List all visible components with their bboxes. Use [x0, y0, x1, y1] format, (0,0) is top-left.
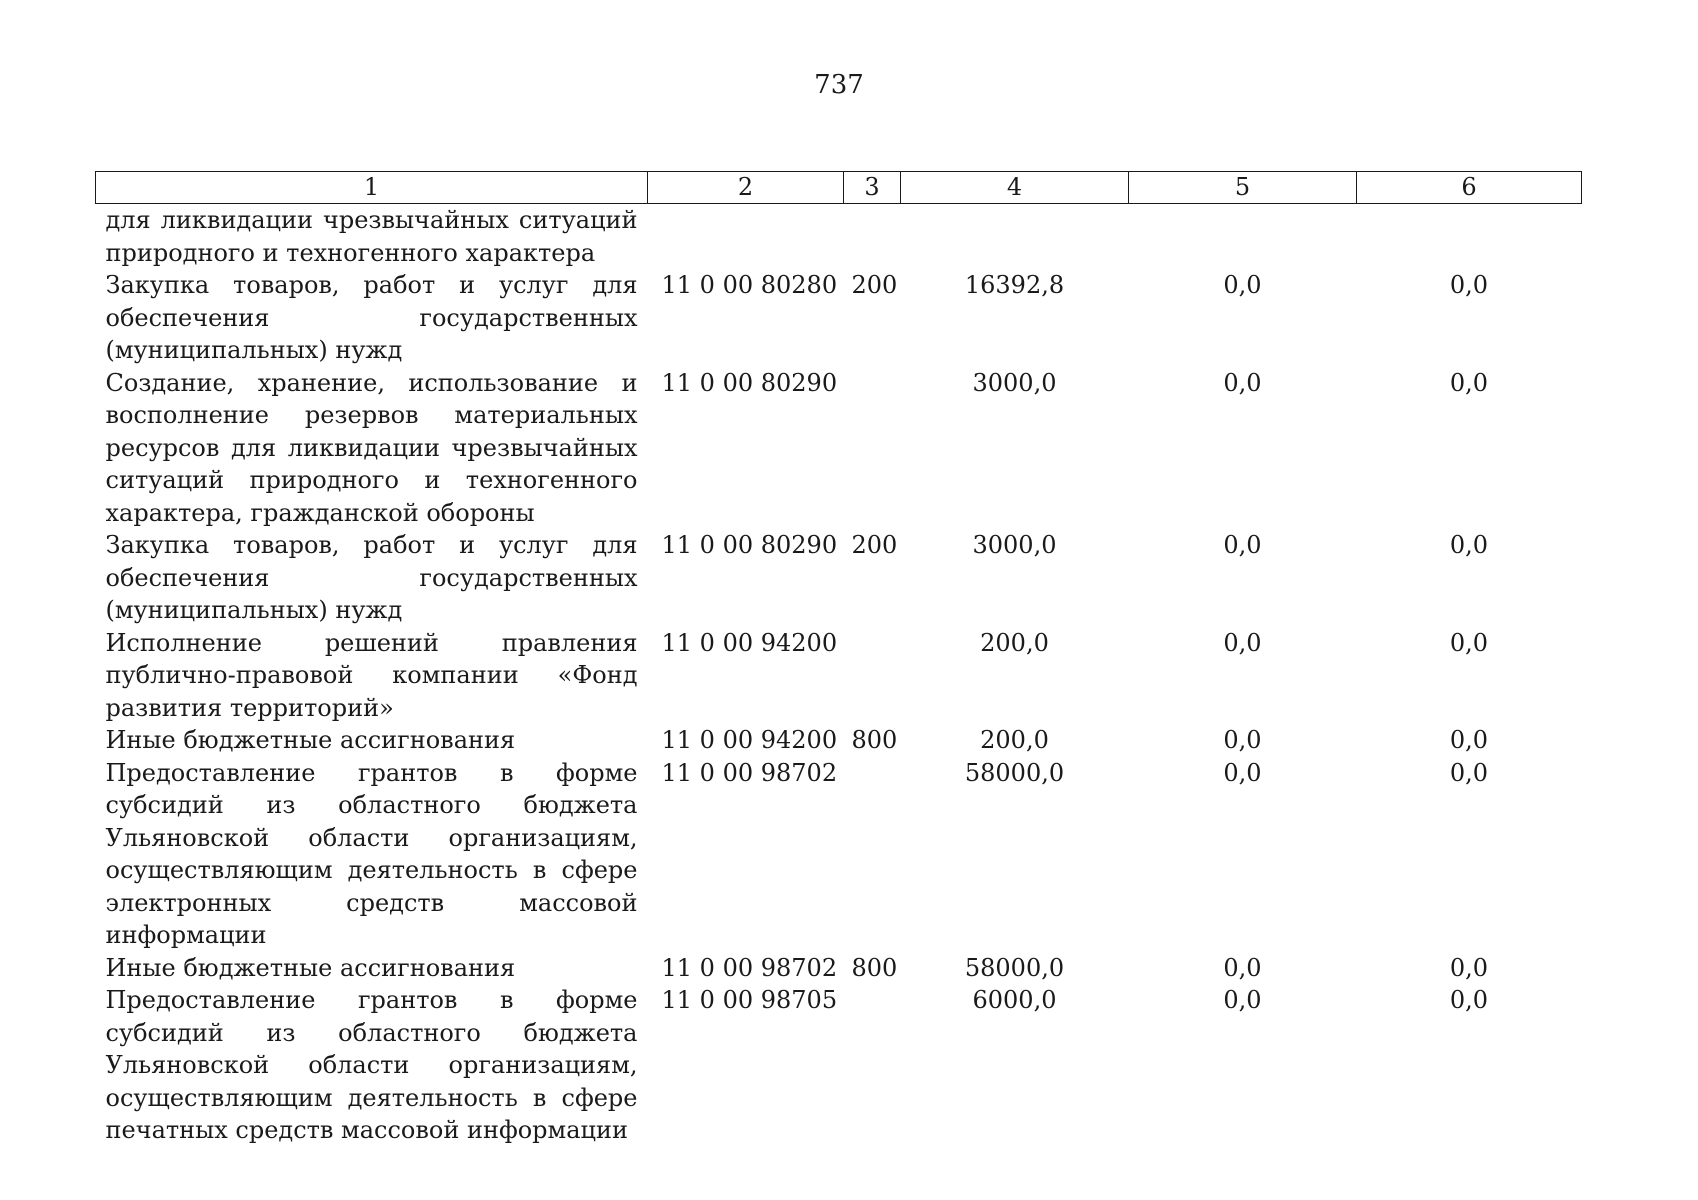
row-value-6: 0,0: [1449, 758, 1489, 787]
row-value-5: 0,0: [1223, 271, 1262, 299]
row-value-5: 0,0: [1223, 531, 1262, 559]
row-code: 11 0 00 98702: [661, 953, 838, 982]
row-value-6: 0,0: [1449, 986, 1489, 1014]
column-header-4: 4: [901, 172, 1129, 204]
row-value-6: 0,0: [1449, 531, 1489, 559]
table-row: [96, 952, 1582, 985]
table-row: [96, 367, 1582, 530]
row-expense-type: [844, 204, 901, 270]
row-name: Закупка товаров, работ и услуг для обеспечения государственных (муниципальных) нужд: [105, 271, 638, 364]
row-expense-type: 800: [851, 953, 898, 982]
row-code: 11 0 00 94200: [661, 628, 838, 657]
row-value-4: 16392,8: [964, 271, 1065, 299]
row-value-4: 58000,0: [964, 953, 1065, 982]
table-row: [96, 724, 1582, 757]
row-code: 11 0 00 98702: [661, 758, 838, 787]
row-name: Создание, хранение, использование и восполнение резервов материальных ресурсов для ликвидации чрезвычайных ситуаций природного и техногенного характера, гражданской обороны: [105, 368, 638, 527]
table-row: [96, 269, 1582, 367]
table-header: [96, 172, 1582, 204]
table-body: [96, 204, 1582, 1147]
header-row: [96, 172, 1582, 204]
budget-table: [95, 171, 1582, 1147]
row-value-4: 200,0: [980, 628, 1049, 657]
row-value-4: 3000,0: [972, 368, 1057, 397]
row-expense-type: 200: [851, 271, 898, 299]
row-name: для ликвидации чрезвычайных ситуаций природного и техногенного характера: [105, 206, 638, 267]
row-value-5: 0,0: [1223, 986, 1262, 1014]
row-code: 11 0 00 80280: [661, 271, 838, 299]
row-name: Иные бюджетные ассигнования: [105, 726, 516, 754]
row-value-5: 0,0: [1223, 628, 1262, 657]
column-header-5: 5: [1129, 172, 1357, 204]
row-value-6: 0,0: [1449, 628, 1489, 657]
row-expense-type: [844, 367, 901, 530]
row-expense-type: [844, 757, 901, 952]
row-value-5: 0,0: [1223, 953, 1262, 982]
table-row: [96, 529, 1582, 627]
row-name: Исполнение решений правления публично-правовой компании «Фонд развития территорий»: [105, 628, 638, 722]
row-value-4: 200,0: [980, 726, 1049, 754]
row-value-6: 0,0: [1449, 368, 1489, 397]
row-value-4: [901, 204, 1129, 270]
table-row: [96, 204, 1582, 270]
row-value-4: 58000,0: [964, 758, 1065, 787]
row-name: Закупка товаров, работ и услуг для обеспечения государственных (муниципальных) нужд: [105, 531, 638, 624]
row-value-5: 0,0: [1223, 368, 1262, 397]
row-code: 11 0 00 94200: [661, 726, 838, 754]
row-code: [648, 204, 844, 270]
table-row: [96, 984, 1582, 1147]
row-expense-type: 800: [851, 726, 898, 754]
table-row: [96, 627, 1582, 725]
row-expense-type: [844, 627, 901, 725]
column-header-3: 3: [844, 172, 901, 204]
row-value-6: 0,0: [1449, 271, 1489, 299]
row-code: 11 0 00 80290: [661, 368, 838, 397]
row-name: Иные бюджетные ассигнования: [105, 953, 516, 982]
row-name: Предоставление грантов в форме субсидий из областного бюджета Ульяновской области организациям, осуществляющим деятельность в сфере печатных средств массовой информации: [105, 986, 638, 1144]
row-value-4: 3000,0: [972, 531, 1057, 559]
column-header-1: 1: [96, 172, 648, 204]
row-expense-type: [844, 984, 901, 1147]
row-value-5: 0,0: [1223, 726, 1262, 754]
row-value-6: [1357, 204, 1582, 270]
row-expense-type: 200: [851, 531, 898, 559]
row-value-5: 0,0: [1223, 758, 1262, 787]
row-code: 11 0 00 98705: [661, 986, 838, 1014]
row-value-6: 0,0: [1449, 953, 1489, 982]
row-code: 11 0 00 80290: [661, 531, 838, 559]
column-header-6: 6: [1357, 172, 1582, 204]
column-header-2: 2: [648, 172, 844, 204]
table-row: [96, 757, 1582, 952]
row-name: Предоставление грантов в форме субсидий из областного бюджета Ульяновской области организациям, осуществляющим деятельность в сфере электронных средств массовой информации: [105, 758, 638, 949]
row-value-6: 0,0: [1449, 726, 1489, 754]
page-number: 737: [814, 70, 864, 100]
row-value-4: 6000,0: [972, 986, 1057, 1014]
row-value-5: [1129, 204, 1357, 270]
